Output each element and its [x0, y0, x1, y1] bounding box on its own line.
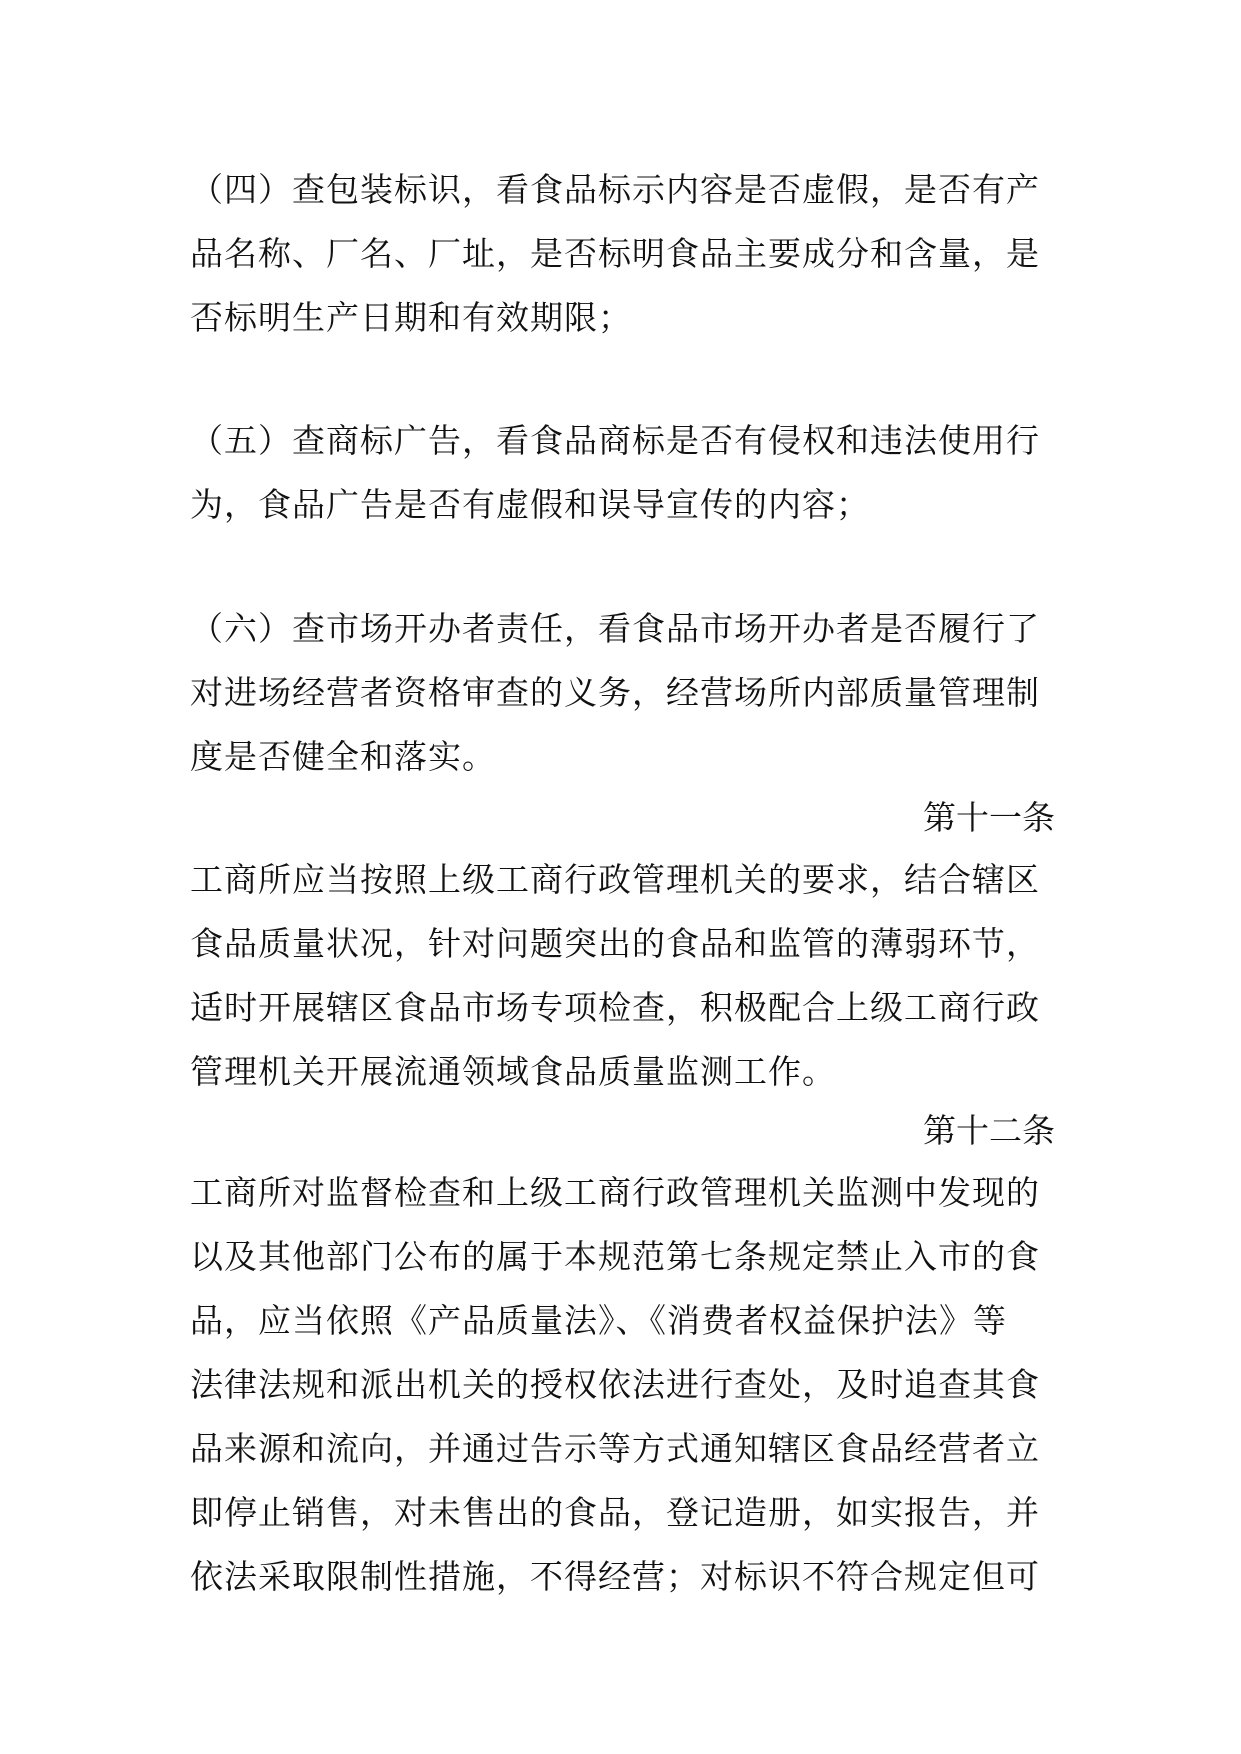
paragraph-item-4 — [190, 158, 1040, 350]
paragraph-line: 管理机关开展流通领域食品质量监测工作。 — [190, 1052, 836, 1091]
paragraph-line: 以及其他部门公布的属于本规范第七条规定禁止入市的食 — [190, 1237, 1040, 1276]
paragraph-line: 品，应当依照《产品质量法》、《消费者权益保护法》等 — [190, 1301, 1007, 1340]
article-12-heading: 第十二条 — [923, 1111, 1055, 1150]
paragraph-line: （六）查市场开办者责任，看食品市场开办者是否履行了 — [190, 609, 1040, 648]
paragraph-line: 品来源和流向，并通过告示等方式通知辖区食品经营者立 — [190, 1429, 1040, 1468]
paragraph-line: 法律法规和派出机关的授权依法进行查处，及时追查其食 — [190, 1365, 1040, 1404]
paragraph-line: 工商所对监督检查和上级工商行政管理机关监测中发现的 — [190, 1173, 1040, 1212]
paragraph-item-5 — [190, 409, 1040, 537]
paragraph-line: 依法采取限制性措施，不得经营；对标识不符合规定但可 — [190, 1557, 1040, 1596]
paragraph-line: 为，食品广告是否有虚假和误导宣传的内容； — [190, 485, 870, 524]
paragraph-line: 度是否健全和落实。 — [190, 737, 496, 776]
article-11-heading: 第十一条 — [923, 798, 1055, 837]
paragraph-line: 工商所应当按照上级工商行政管理机关的要求，结合辖区 — [190, 860, 1040, 899]
paragraph-line: 否标明生产日期和有效期限； — [190, 298, 632, 337]
paragraph-item-6 — [190, 597, 1040, 789]
paragraph-line: 适时开展辖区食品市场专项检查，积极配合上级工商行政 — [190, 988, 1040, 1027]
article-11-body — [190, 848, 1040, 1104]
paragraph-line: （五）查商标广告，看食品商标是否有侵权和违法使用行 — [190, 421, 1040, 460]
paragraph-line: 对进场经营者资格审查的义务，经营场所内部质量管理制 — [190, 673, 1040, 712]
paragraph-line: 即停止销售，对未售出的食品，登记造册，如实报告，并 — [190, 1493, 1040, 1532]
paragraph-line: 品名称、厂名、厂址，是否标明食品主要成分和含量，是 — [190, 234, 1040, 273]
paragraph-line: （四）查包装标识，看食品标示内容是否虚假，是否有产 — [190, 170, 1040, 209]
paragraph-line: 食品质量状况，针对问题突出的食品和监管的薄弱环节， — [190, 924, 1040, 963]
article-12-body — [190, 1161, 1040, 1609]
